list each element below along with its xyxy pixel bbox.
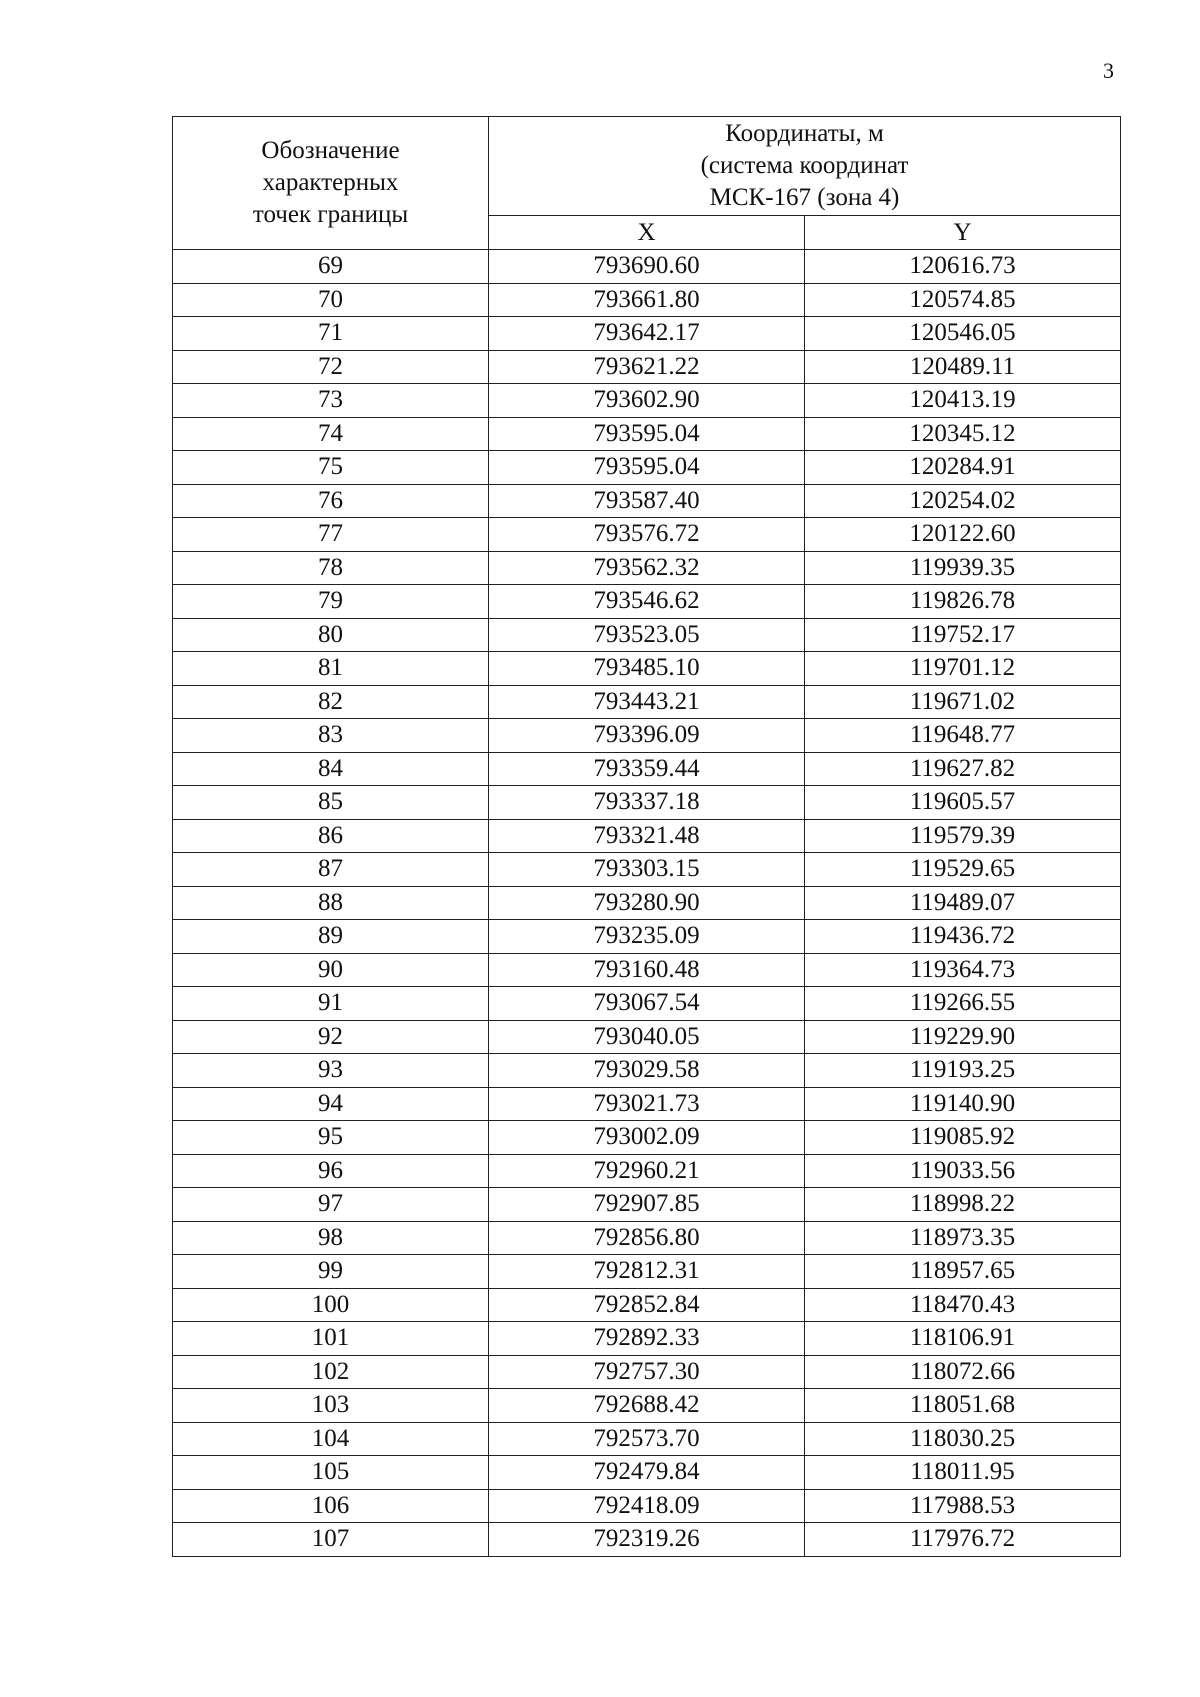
x-coordinate-cell: 793337.18 xyxy=(489,786,805,820)
x-coordinate-cell: 793661.80 xyxy=(489,283,805,317)
table-row xyxy=(173,1087,1121,1121)
table-row xyxy=(173,417,1121,451)
x-coordinate-cell: 793396.09 xyxy=(489,719,805,753)
x-coordinate-cell: 793021.73 xyxy=(489,1087,805,1121)
x-coordinate-cell: 793321.48 xyxy=(489,819,805,853)
x-coordinate-cell: 793576.72 xyxy=(489,518,805,552)
y-coordinate-cell: 119671.02 xyxy=(805,685,1121,719)
y-coordinate-cell: 119436.72 xyxy=(805,920,1121,954)
table-row xyxy=(173,618,1121,652)
x-coordinate-cell: 792892.33 xyxy=(489,1322,805,1356)
table-row xyxy=(173,317,1121,351)
table-row xyxy=(173,1523,1121,1557)
point-number-cell: 95 xyxy=(173,1121,489,1155)
point-number-cell: 82 xyxy=(173,685,489,719)
y-coordinate-cell: 119939.35 xyxy=(805,551,1121,585)
coordinates-header-line: МСК-167 (зона 4) xyxy=(709,184,900,211)
point-number-cell: 105 xyxy=(173,1456,489,1490)
table-row xyxy=(173,1456,1121,1490)
x-coordinate-cell: 793280.90 xyxy=(489,886,805,920)
y-coordinate-cell: 118011.95 xyxy=(805,1456,1121,1490)
x-coordinate-cell: 792812.31 xyxy=(489,1255,805,1289)
designation-header-line: Обозначение xyxy=(261,137,400,164)
x-coordinate-cell: 793595.04 xyxy=(489,417,805,451)
point-number-cell: 107 xyxy=(173,1523,489,1557)
y-coordinate-cell: 119701.12 xyxy=(805,652,1121,686)
y-coordinate-cell: 119752.17 xyxy=(805,618,1121,652)
point-number-cell: 81 xyxy=(173,652,489,686)
point-number-cell: 69 xyxy=(173,250,489,284)
y-coordinate-cell: 119627.82 xyxy=(805,752,1121,786)
table-row xyxy=(173,987,1121,1021)
coordinates-header xyxy=(489,117,1121,216)
x-coordinate-cell: 793040.05 xyxy=(489,1020,805,1054)
designation-header-line: характерных xyxy=(262,169,399,196)
y-coordinate-cell: 119364.73 xyxy=(805,953,1121,987)
x-coordinate-cell: 793587.40 xyxy=(489,484,805,518)
x-coordinate-cell: 793621.22 xyxy=(489,350,805,384)
table-row xyxy=(173,1020,1121,1054)
x-coordinate-cell: 793002.09 xyxy=(489,1121,805,1155)
y-coordinate-cell: 120413.19 xyxy=(805,384,1121,418)
table-row xyxy=(173,1355,1121,1389)
y-coordinate-cell: 119529.65 xyxy=(805,853,1121,887)
table-row xyxy=(173,484,1121,518)
point-number-cell: 104 xyxy=(173,1422,489,1456)
point-number-cell: 70 xyxy=(173,283,489,317)
table-row xyxy=(173,1121,1121,1155)
y-coordinate-cell: 117988.53 xyxy=(805,1489,1121,1523)
table-row xyxy=(173,1489,1121,1523)
table-row xyxy=(173,1389,1121,1423)
point-number-cell: 101 xyxy=(173,1322,489,1356)
point-number-cell: 72 xyxy=(173,350,489,384)
point-number-cell: 79 xyxy=(173,585,489,619)
table-row xyxy=(173,350,1121,384)
table-row xyxy=(173,451,1121,485)
designation-header-line: точек границы xyxy=(252,201,409,228)
point-number-cell: 71 xyxy=(173,317,489,351)
point-number-cell: 74 xyxy=(173,417,489,451)
x-coordinate-cell: 792573.70 xyxy=(489,1422,805,1456)
y-coordinate-cell: 120254.02 xyxy=(805,484,1121,518)
y-coordinate-cell: 118998.22 xyxy=(805,1188,1121,1222)
y-coordinate-cell: 120546.05 xyxy=(805,317,1121,351)
point-number-cell: 85 xyxy=(173,786,489,820)
y-coordinate-cell: 118973.35 xyxy=(805,1221,1121,1255)
x-coordinate-cell: 793443.21 xyxy=(489,685,805,719)
table-row xyxy=(173,1221,1121,1255)
table-row xyxy=(173,1288,1121,1322)
point-number-cell: 98 xyxy=(173,1221,489,1255)
x-coordinate-cell: 793523.05 xyxy=(489,618,805,652)
table-row xyxy=(173,1255,1121,1289)
y-coordinate-cell: 118957.65 xyxy=(805,1255,1121,1289)
point-number-cell: 77 xyxy=(173,518,489,552)
table-row xyxy=(173,1422,1121,1456)
y-coordinate-cell: 119033.56 xyxy=(805,1154,1121,1188)
point-number-cell: 103 xyxy=(173,1389,489,1423)
y-coordinate-cell: 119140.90 xyxy=(805,1087,1121,1121)
y-coordinate-cell: 119579.39 xyxy=(805,819,1121,853)
y-coordinate-cell: 118030.25 xyxy=(805,1422,1121,1456)
table-row xyxy=(173,551,1121,585)
x-coordinate-cell: 793067.54 xyxy=(489,987,805,1021)
x-coordinate-cell: 792960.21 xyxy=(489,1154,805,1188)
y-coordinate-cell: 117976.72 xyxy=(805,1523,1121,1557)
x-coordinate-cell: 793562.32 xyxy=(489,551,805,585)
y-coordinate-cell: 120345.12 xyxy=(805,417,1121,451)
table-row xyxy=(173,819,1121,853)
table-row xyxy=(173,1054,1121,1088)
coordinates-table xyxy=(172,116,1121,1557)
table-row xyxy=(173,1188,1121,1222)
y-coordinate-cell: 119648.77 xyxy=(805,719,1121,753)
point-number-cell: 80 xyxy=(173,618,489,652)
x-coordinate-cell: 792757.30 xyxy=(489,1355,805,1389)
y-coordinate-cell: 120616.73 xyxy=(805,250,1121,284)
x-coordinate-cell: 792856.80 xyxy=(489,1221,805,1255)
x-coordinate-cell: 793642.17 xyxy=(489,317,805,351)
y-coordinate-cell: 118051.68 xyxy=(805,1389,1121,1423)
point-number-cell: 99 xyxy=(173,1255,489,1289)
x-coordinate-cell: 793546.62 xyxy=(489,585,805,619)
x-coordinate-cell: 793235.09 xyxy=(489,920,805,954)
table-body xyxy=(173,250,1121,1557)
table-row xyxy=(173,953,1121,987)
table-row xyxy=(173,652,1121,686)
y-coordinate-cell: 120574.85 xyxy=(805,283,1121,317)
point-number-cell: 94 xyxy=(173,1087,489,1121)
x-coordinate-cell: 792479.84 xyxy=(489,1456,805,1490)
point-number-cell: 91 xyxy=(173,987,489,1021)
point-number-cell: 76 xyxy=(173,484,489,518)
point-number-cell: 100 xyxy=(173,1288,489,1322)
table-row xyxy=(173,1322,1121,1356)
x-coordinate-cell: 793029.58 xyxy=(489,1054,805,1088)
designation-header xyxy=(173,117,489,250)
x-coordinate-cell: 793359.44 xyxy=(489,752,805,786)
y-coordinate-cell: 118072.66 xyxy=(805,1355,1121,1389)
table-row xyxy=(173,518,1121,552)
table-row xyxy=(173,786,1121,820)
point-number-cell: 73 xyxy=(173,384,489,418)
table-row xyxy=(173,250,1121,284)
table-row xyxy=(173,886,1121,920)
table-row xyxy=(173,1154,1121,1188)
y-coordinate-cell: 120122.60 xyxy=(805,518,1121,552)
x-column-header: X xyxy=(489,216,805,250)
coordinates-header-line: (система координат xyxy=(700,152,909,179)
y-coordinate-cell: 119085.92 xyxy=(805,1121,1121,1155)
x-coordinate-cell: 792319.26 xyxy=(489,1523,805,1557)
y-coordinate-cell: 119605.57 xyxy=(805,786,1121,820)
point-number-cell: 88 xyxy=(173,886,489,920)
point-number-cell: 93 xyxy=(173,1054,489,1088)
point-number-cell: 102 xyxy=(173,1355,489,1389)
y-coordinate-cell: 119229.90 xyxy=(805,1020,1121,1054)
y-coordinate-cell: 118470.43 xyxy=(805,1288,1121,1322)
point-number-cell: 106 xyxy=(173,1489,489,1523)
table-row xyxy=(173,752,1121,786)
point-number-cell: 83 xyxy=(173,719,489,753)
x-coordinate-cell: 793602.90 xyxy=(489,384,805,418)
point-number-cell: 87 xyxy=(173,853,489,887)
point-number-cell: 96 xyxy=(173,1154,489,1188)
table-row xyxy=(173,685,1121,719)
y-coordinate-cell: 119489.07 xyxy=(805,886,1121,920)
point-number-cell: 75 xyxy=(173,451,489,485)
page-number: 3 xyxy=(1103,58,1114,83)
x-coordinate-cell: 793303.15 xyxy=(489,853,805,887)
coordinates-header-line: Координаты, м xyxy=(725,120,884,147)
x-coordinate-cell: 793160.48 xyxy=(489,953,805,987)
x-coordinate-cell: 793485.10 xyxy=(489,652,805,686)
table-row xyxy=(173,384,1121,418)
table-row xyxy=(173,585,1121,619)
table-row xyxy=(173,283,1121,317)
y-coordinate-cell: 120489.11 xyxy=(805,350,1121,384)
x-coordinate-cell: 792688.42 xyxy=(489,1389,805,1423)
y-coordinate-cell: 120284.91 xyxy=(805,451,1121,485)
y-coordinate-cell: 119266.55 xyxy=(805,987,1121,1021)
x-coordinate-cell: 793690.60 xyxy=(489,250,805,284)
point-number-cell: 90 xyxy=(173,953,489,987)
x-coordinate-cell: 792418.09 xyxy=(489,1489,805,1523)
y-coordinate-cell: 119826.78 xyxy=(805,585,1121,619)
point-number-cell: 92 xyxy=(173,1020,489,1054)
y-coordinate-cell: 118106.91 xyxy=(805,1322,1121,1356)
x-coordinate-cell: 793595.04 xyxy=(489,451,805,485)
point-number-cell: 78 xyxy=(173,551,489,585)
x-coordinate-cell: 792852.84 xyxy=(489,1288,805,1322)
point-number-cell: 97 xyxy=(173,1188,489,1222)
y-column-header: Y xyxy=(805,216,1121,250)
table-row xyxy=(173,719,1121,753)
table-row xyxy=(173,920,1121,954)
x-coordinate-cell: 792907.85 xyxy=(489,1188,805,1222)
y-coordinate-cell: 119193.25 xyxy=(805,1054,1121,1088)
table-row xyxy=(173,853,1121,887)
point-number-cell: 86 xyxy=(173,819,489,853)
point-number-cell: 84 xyxy=(173,752,489,786)
point-number-cell: 89 xyxy=(173,920,489,954)
